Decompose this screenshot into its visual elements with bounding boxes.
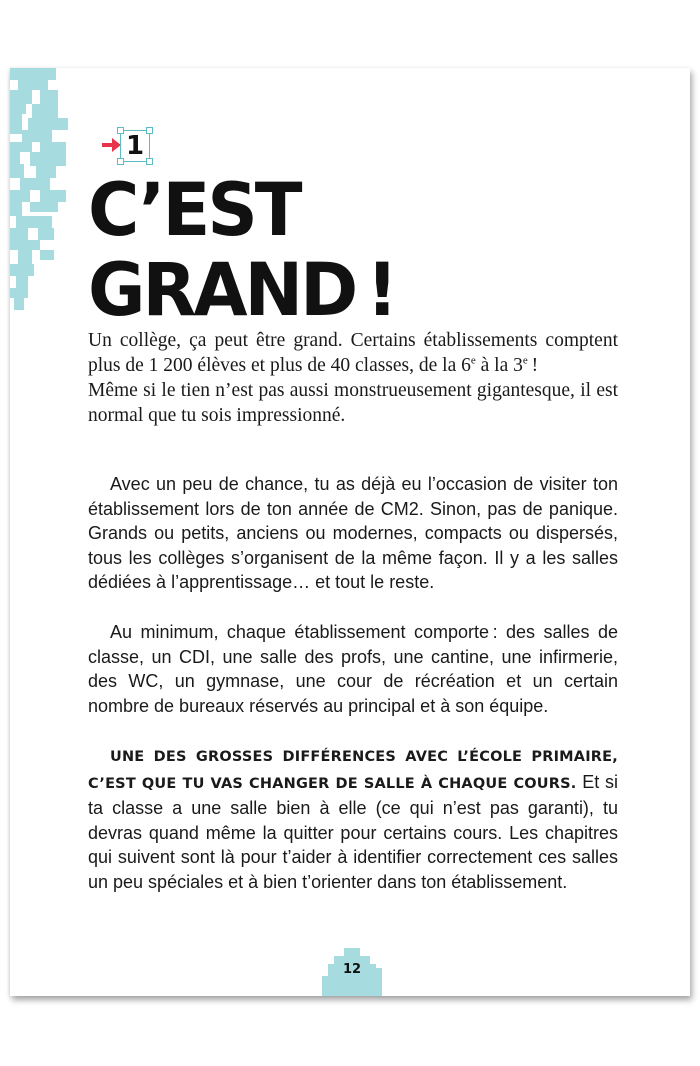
chapter-title-line-1: C’EST bbox=[88, 166, 300, 253]
body-paragraph-3 bbox=[88, 743, 618, 894]
chapter-title-line-2: GRAND ! bbox=[88, 246, 396, 333]
frame-handle bbox=[146, 158, 153, 165]
intro-text: à la 3 bbox=[475, 355, 523, 376]
frame-handle bbox=[117, 158, 124, 165]
pixel-pattern-icon bbox=[10, 68, 72, 318]
chapter-number-value: 1 bbox=[125, 131, 145, 161]
intro-text-line-2: Même si le tien n’est pas aussi monstrueusement gigantesque, il est normal que tu sois impressionné. bbox=[88, 380, 618, 426]
intro-paragraph bbox=[88, 328, 618, 428]
body-text: Avec un peu de chance, tu as déjà eu l’occasion de visiter ton établissement lors de ton année de CM2. Sinon, pas de panique. Grands ou petits, anciens ou modernes, compacts ou dispersés, tous les collèges s’organisent de la même façon. Il y a les salles dédiées à l’apprentissage… et tout le reste. bbox=[88, 474, 618, 592]
page-number: 12 bbox=[342, 962, 362, 977]
chapter-number-frame bbox=[120, 130, 150, 162]
arrow-right-icon bbox=[102, 138, 122, 152]
frame-handle bbox=[146, 127, 153, 134]
intro-text: Un collège, ça peut être grand. Certains établissements comptent plus de 1 200 élèves et plus de 40 classes, de la 6 bbox=[88, 330, 618, 376]
body-text: Et si ta classe a une salle bien à elle (ce qui n’est pas garanti), tu devras quand même la quitter pour certains cours. Les chapitres qui suivent sont là pour t’aider à identifier correctement ces salles un peu spéciales et à bien t’orienter dans ton établissement. bbox=[88, 771, 618, 892]
intro-text: ! bbox=[527, 355, 539, 376]
body-text: Au minimum, chaque établissement comporte : des salles de classe, un CDI, une salle des profs, une cantine, une infirmerie, des WC, un gymnase, une cour de récréation et un certain nombre de bureaux réservés au principal et à son équipe. bbox=[88, 622, 618, 716]
superscript: e bbox=[470, 354, 476, 367]
superscript: e bbox=[522, 354, 528, 367]
frame-handle bbox=[117, 127, 124, 134]
chapter-title bbox=[88, 166, 396, 333]
book-page bbox=[10, 68, 690, 996]
bold-lead-text: UNE DES GROSSES DIFFÉRENCES AVEC L’ÉCOLE PRIMAIRE, C’EST QUE TU VAS CHANGER DE SALLE À CHAQUE COURS. bbox=[88, 749, 618, 792]
body-paragraph-1 bbox=[88, 472, 618, 595]
page-folio bbox=[322, 948, 382, 996]
body-paragraph-2 bbox=[88, 620, 618, 718]
